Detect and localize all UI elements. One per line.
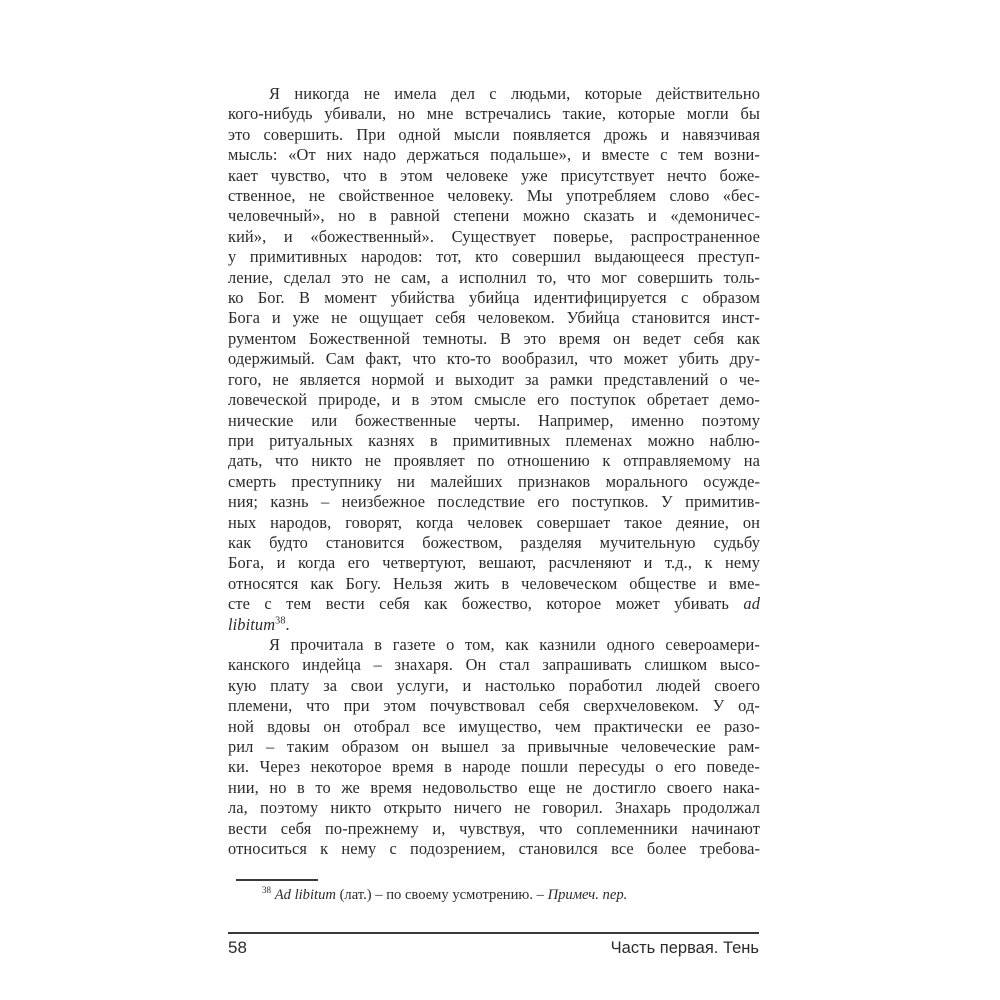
footer-divider xyxy=(228,932,759,934)
footnote-marker: 38 xyxy=(275,615,286,627)
text-line: дать, что никто не проявляет по отношению к отправляемому на xyxy=(228,451,760,471)
text-line: рументом Божественной темноты. В это время он ведет себя как xyxy=(228,328,760,348)
text-line: смерть преступнику ни малейших признаков морального осужде- xyxy=(228,471,760,491)
text-segment: . xyxy=(285,614,290,634)
text-line: Я никогда не имела дел с людьми, которые действительно xyxy=(269,84,760,103)
text-segment: (лат.) – по своему усмотрению. – xyxy=(335,887,548,903)
text-line: ния; казнь – неизбежное последствие его поступков. У примитив- xyxy=(228,492,760,512)
text-line: у примитивных народов: тот, кто совершил выдающееся преступ- xyxy=(228,247,760,267)
running-title: Часть первая. Тень xyxy=(610,939,759,957)
text-line: человечный», но в равной степени можно сказать и «демоничес- xyxy=(228,206,760,226)
text-line: при ритуальных казнях в примитивных племенах можно наблю- xyxy=(228,430,760,450)
text-line: кает чувство, что в этом человеке уже присутствует нечто боже- xyxy=(228,165,760,185)
text-line: ко Бог. В момент убийства убийца идентифицируется с образом xyxy=(228,288,760,308)
text-line: ки. Через некоторое время в народе пошли пересуды о его поведе- xyxy=(228,757,760,777)
text-line xyxy=(228,594,760,614)
page-footer xyxy=(228,938,759,958)
footnote-text xyxy=(228,886,760,905)
text-line: Бога и уже не ощущает себя человеком. Убийца становится инст- xyxy=(228,308,760,328)
page-number: 58 xyxy=(228,938,247,957)
text-line: канского индейца – знахаря. Он стал запрашивать слишком высо- xyxy=(228,655,760,675)
text-segment: libitum xyxy=(228,614,276,634)
footnote xyxy=(228,886,760,905)
text-line: относиться к нему с подозрением, становился все более требова- xyxy=(228,839,760,859)
text-segment: сте с тем вести себя как божество, которое может убивать xyxy=(228,594,744,614)
text-line xyxy=(228,615,760,635)
text-line: ла, поэтому никто открыто ничего не говорил. Знахарь продолжал xyxy=(228,798,760,818)
text-line: относятся как Богу. Нельзя жить в человеческом обществе и вме- xyxy=(228,573,760,593)
text-line: ловеческой природе, и в этом смысле его поступок обретает демо- xyxy=(228,390,760,410)
text-line: мысль: «От них надо держаться подальше», и вместе с тем возни- xyxy=(228,145,760,165)
text-line: гого, не является нормой и выходит за рамки представлений о че- xyxy=(228,369,760,389)
text-line: нии, но в то же время недовольство еще не достигло своего нака- xyxy=(228,777,760,797)
text-line: ной вдовы он отобрал все имущество, чем практически ее разо- xyxy=(228,716,760,736)
text-line: нические или божественные черты. Например, именно поэтому xyxy=(228,410,760,430)
body-text xyxy=(228,84,760,859)
text-line: ных народов, говорят, когда человек совершает такое деяние, он xyxy=(228,512,760,532)
text-line: одержимый. Сам факт, что кто-то вообразил, что может убить дру- xyxy=(228,349,760,369)
text-segment: Примеч. пер. xyxy=(547,887,628,903)
text-line: рил – таким образом он вышел за привычные человеческие рам- xyxy=(228,737,760,756)
text-segment: ad xyxy=(743,594,760,614)
text-line: ственное, не свойственное человеку. Мы употребляем слово «бес- xyxy=(228,186,760,206)
text-line: кого-нибудь убивали, но мне встречались такие, которые могли бы xyxy=(228,104,760,124)
text-segment: Ad libitum xyxy=(274,887,336,903)
text-line: вести себя по-прежнему и, чувствуя, что соплеменники начинают xyxy=(228,818,760,838)
text-line: кий», и «божественный». Существует поверье, распространенное xyxy=(228,226,760,246)
footnote-marker: 38 xyxy=(262,885,272,896)
text-line: ление, сделал это не сам, а исполнил то, что мог совершить толь- xyxy=(228,267,760,287)
text-line: племени, что при этом почувствовал себя сверхчеловеком. У од- xyxy=(228,696,760,716)
text-line: кую плату за свои услуги, и настолько поработил людей своего xyxy=(228,675,760,695)
text-line: Я прочитала в газете о том, как казнили одного североамери- xyxy=(269,634,760,654)
text-line: как будто становится божеством, разделяя мучительную судьбу xyxy=(228,532,760,552)
text-line: Бога, и когда его четвертуют, вешают, расчленяют и т.д., к нему xyxy=(228,553,760,573)
text-line: это совершить. При одной мысли появляется дрожь и навязчивая xyxy=(228,124,760,144)
footnote-divider xyxy=(236,879,318,881)
